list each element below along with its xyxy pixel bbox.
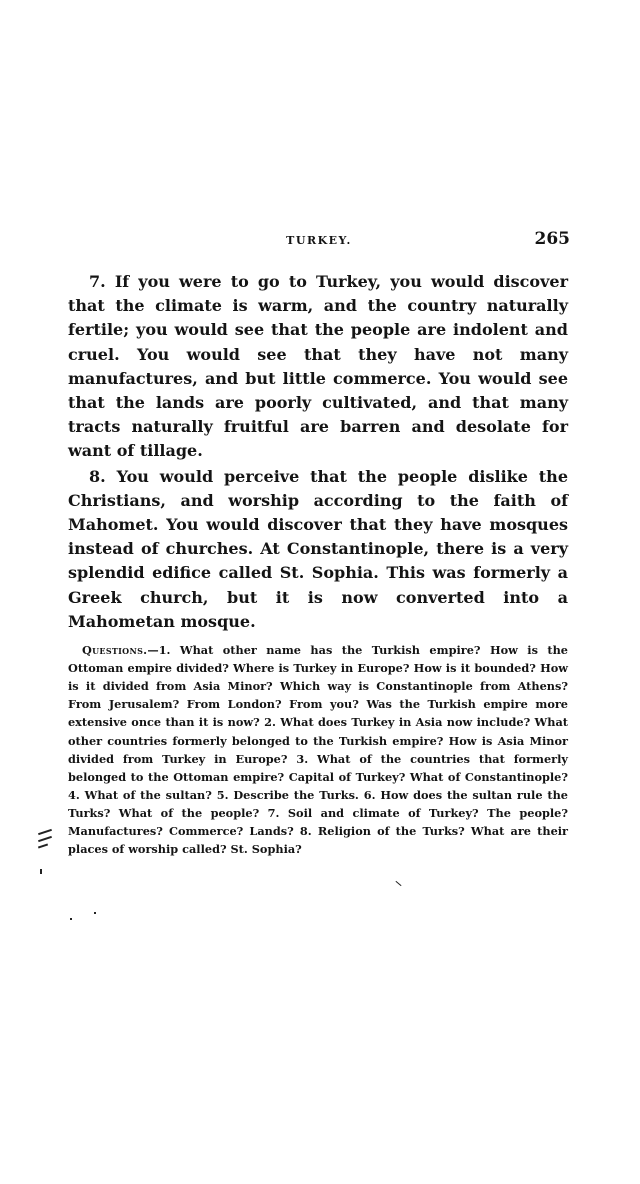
questions-label: Questions. (82, 643, 148, 658)
scan-mark (395, 881, 401, 886)
scan-mark (94, 912, 96, 914)
body-text (68, 270, 568, 858)
questions-block (68, 641, 568, 858)
paragraph-7: 7. If you were to go to Turkey, you would discover that the climate is warm, and the country naturally fertile; you would see that the people are indolent and cruel. You would see that they have not many manufactures, and but little commerce. You would see that the lands are poorly cultivated, and that many tracts naturally fruitful are barren and desolate for want of tillage. (68, 272, 568, 461)
paragraph-8: 8. You would perceive that the people dislike the Christians, and worship according to the faith of Mahomet. You would discover that they have mosques instead of churches. At Constantinople, there is a very splendid edifice called St. Sophia. This was formerly a Greek church, but it is now converted into a Mahometan mosque. (68, 466, 568, 631)
scan-mark (38, 836, 52, 842)
scan-mark (40, 869, 42, 874)
questions-text: —1. What other name has the Turkish empire? How is the Ottoman empire divided? Where is Turkey in Europe? How is it bounded? How is it divided from Asia Minor? Which way is Constantinople from Athens? From Jerusalem? From London? From you? Was the Turkish empire more extensive once than it is now? 2. What does Turkey in Asia now include? What other countries formerly belonged to the Turkish empire? How is Asia Minor divided from Turkey in Europe? 3. What of the countries that formerly belonged to the Ottoman empire? Capital of Turkey? What of Constantinople? 4. What of the sultan? 5. Describe the Turks. 6. How does the sultan rule the Turks? What of the people? 7. Soil and climate of Turkey? The people? Manufactures? Commerce? Lands? 8. Religion of the Turks? What are their places of worship called? St. Sophia? (68, 643, 568, 857)
page-number: 265 (534, 229, 570, 249)
scan-mark (38, 844, 48, 849)
running-header (68, 228, 570, 254)
page-title: TURKEY. (286, 234, 352, 247)
scan-mark (38, 829, 52, 835)
scan-mark (70, 918, 72, 920)
